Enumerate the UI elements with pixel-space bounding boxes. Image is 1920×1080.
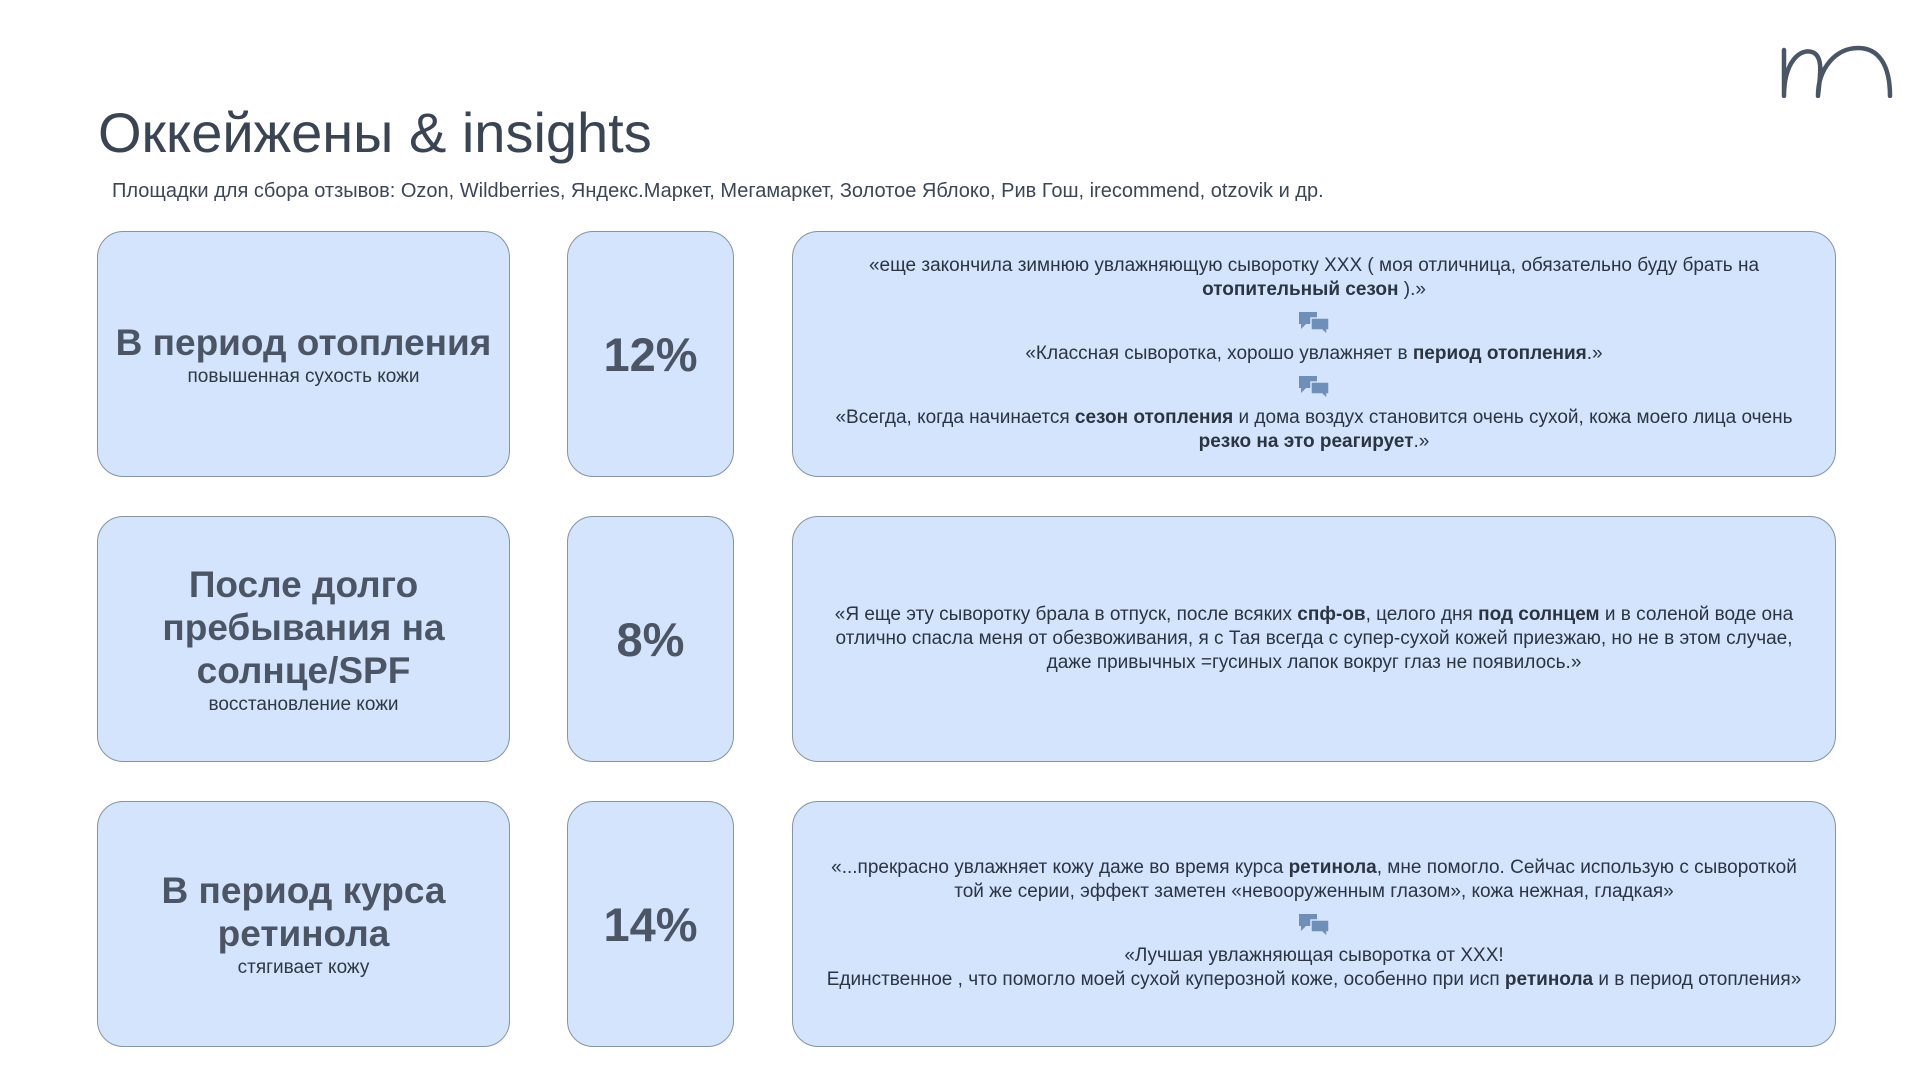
- occasion-card: [97, 231, 510, 477]
- occasion-card: [97, 516, 510, 762]
- quotes-card: [792, 231, 1836, 477]
- percent-card: [567, 231, 734, 477]
- review-quote: «Я еще эту сыворотку брала в отпуск, после всяких спф-ов, целого дня под солнцем и в соленой воде она отлично спасла меня от обезвоживания, я с Тая всегда с супер-сухой кожей приезжаю, но не в этом случае, даже привычных =гусиных лапок вокруг глаз не появилось.»: [834, 604, 1794, 673]
- review-quote: «Классная сыворотка, хорошо увлажняет в период отопления.»: [1025, 343, 1603, 364]
- quotes-card: [792, 516, 1836, 762]
- chat-bubbles-icon: [1297, 310, 1331, 336]
- occasion-title: В период отопления: [115, 321, 492, 363]
- brand-logo-icon: [1778, 42, 1894, 98]
- review-quote: «...прекрасно увлажняет кожу даже во время курса ретинола, мне помогло. Сейчас использую с сывороткой той же серии, эффект заметен «невооруженным глазом», кожа нежная, гладкая»: [831, 857, 1797, 902]
- occasion-subtitle: стягивает кожу: [237, 957, 370, 978]
- percent-value: 14%: [603, 897, 698, 951]
- chat-bubbles-icon: [1297, 374, 1331, 400]
- occasion-title: После долго пребывания на солнце/SPF: [162, 563, 445, 691]
- occasion-subtitle: восстановление кожи: [208, 693, 399, 715]
- page-title: Оккейжены & insights: [98, 101, 652, 164]
- occasion-card: [97, 801, 510, 1047]
- occasion-subtitle: повышенная сухость кожи: [187, 365, 420, 387]
- quotes-card: [792, 801, 1836, 1047]
- percent-value: 12%: [603, 327, 698, 381]
- percent-card: [567, 516, 734, 762]
- review-quote: «Лучшая увлажняющая сыворотка от XXX! Единственное , что помогло моей сухой куперозной коже, особенно при исп ретинола и в период отопления»: [826, 945, 1802, 990]
- occasion-row: [0, 801, 1920, 1049]
- chat-bubbles-icon: [1297, 912, 1331, 938]
- percent-card: [567, 801, 734, 1047]
- review-quote: «еще закончила зимнюю увлажняющую сыворотку XXX ( моя отличница, обязательно буду брать на отопительный сезон ).»: [868, 255, 1760, 300]
- percent-value: 8%: [616, 612, 685, 666]
- page-subtitle: Площадки для сбора отзывов: Ozon, Wildberries, Яндекс.Маркет, Мегамаркет, Золотое Яблоко, Рив Гош, irecommend, otzovik и др.: [112, 180, 1324, 202]
- review-quote: «Всегда, когда начинается сезон отопления и дома воздух становится очень сухой, кожа моего лица очень резко на это реагирует.»: [835, 407, 1793, 452]
- occasion-row: [0, 516, 1920, 764]
- occasion-title: В период курса ретинола: [161, 870, 446, 954]
- occasion-row: [0, 231, 1920, 479]
